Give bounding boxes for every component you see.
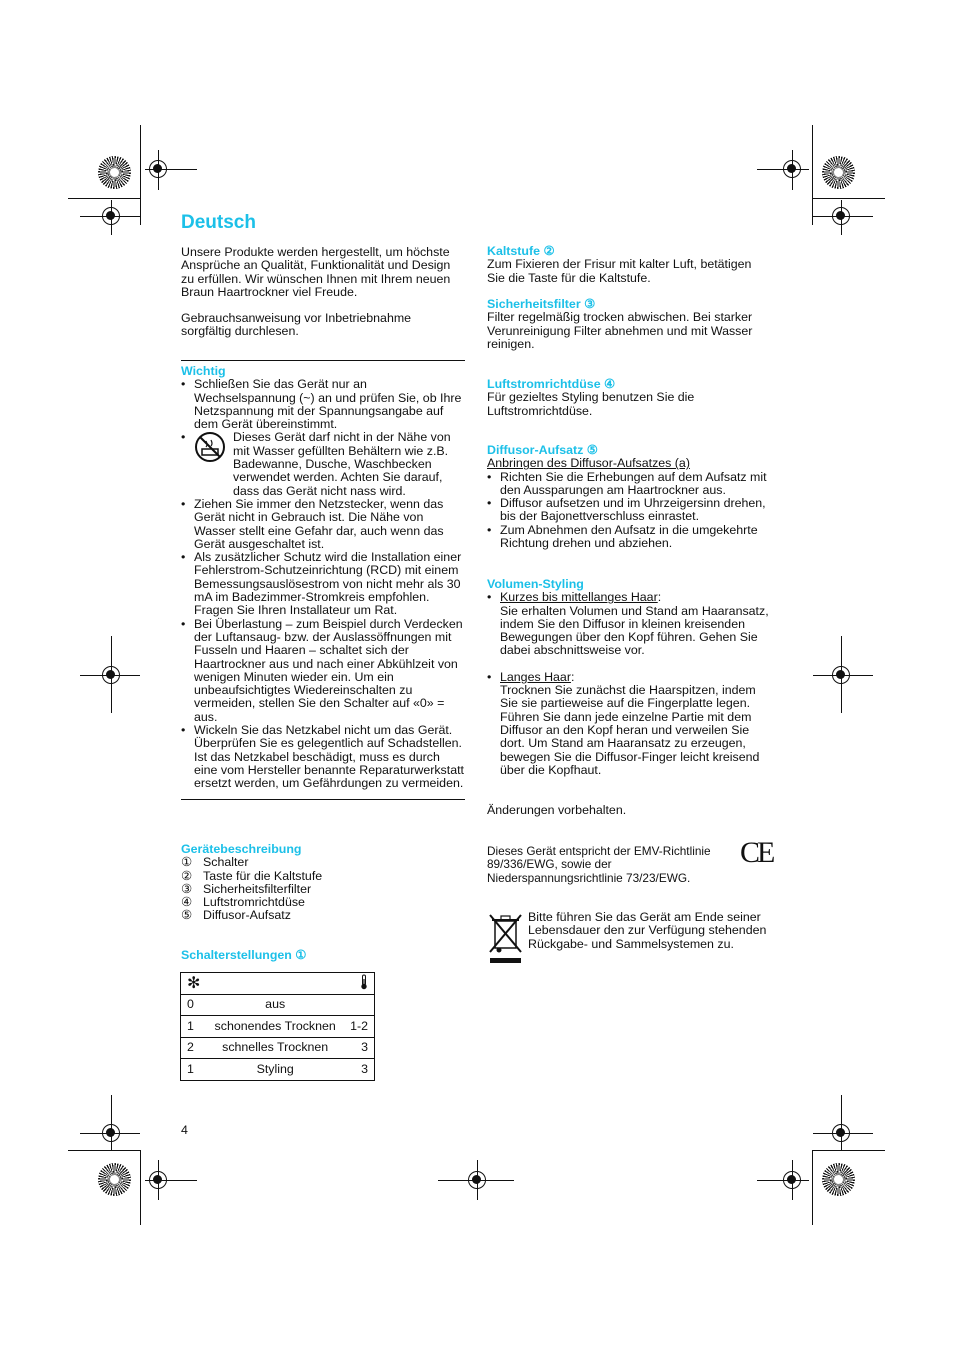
- table-row: [181, 1037, 375, 1059]
- kaltstufe-text: Zum Fixieren der Frisur mit kalter Luft, betätigen Sie die Taste für die Kaltstufe.: [487, 257, 752, 285]
- section-divider: [181, 799, 465, 800]
- list-item: [181, 724, 465, 790]
- crop-mark: [813, 198, 885, 199]
- fan-icon: ✻: [187, 974, 201, 992]
- table-header-row: [181, 973, 375, 995]
- crossed-bin-icon: [488, 912, 523, 964]
- registration-mark-icon: [149, 160, 167, 178]
- geraete-section: [181, 843, 465, 923]
- intro-paragraph: Gebrauchsanweisung vor Inbetriebnahme sorgfältig durchlesen.: [181, 311, 412, 339]
- list-item-text: Richten Sie die Erhebungen auf dem Aufsatz mit den Aussparungen am Haartrockner aus.: [500, 469, 767, 497]
- crop-mark: [140, 1150, 141, 1225]
- list-item: [181, 883, 465, 896]
- crop-mark: [68, 198, 140, 199]
- crop-mark: [68, 1150, 140, 1151]
- diffusor-heading: Diffusor-Aufsatz ⑤: [487, 443, 598, 457]
- list-item-text: Ziehen Sie immer den Netzstecker, wenn das Gerät nicht in Gebrauch ist. Die Nähe von Wasser stellt eine Gefahr dar, auch wenn das Gerät ausgeschaltet ist.: [194, 496, 444, 551]
- item-label: Luftstromrichtdüse: [203, 895, 305, 910]
- kaltstufe-heading: Kaltstufe ②: [487, 244, 555, 258]
- wichtig-section: [181, 365, 465, 791]
- list-item-text: Trocknen Sie zunächst die Haarspitzen, indem Sie sie partieweise auf die Fingerplatte legen. Führen Sie dann jede einzelne Partie mit dem Diffusor an den Kopf heran und verweilen Sie dort. Um Stand am Haaransatz zu erzeugen, bewegen Sie die Diffusor-Finger leicht kreisend über die Kopfhaut.: [500, 683, 760, 777]
- registration-mark-icon: [468, 1171, 486, 1189]
- page-number: 4: [181, 1123, 188, 1137]
- intro-paragraph: Unsere Produkte werden hergestellt, um höchste Ansprüche an Qualität, Funktionalität und Design zu erfüllen. Wir wünschen Ihnen mit Ihrem neuen Braun Haartrockner viel Freude.: [181, 245, 451, 299]
- registration-mark-icon: [783, 160, 801, 178]
- table-cell: 2: [181, 1037, 208, 1059]
- crop-mark: [140, 125, 141, 225]
- table-cell: 0: [181, 994, 208, 1016]
- registration-mark-icon: [102, 666, 120, 684]
- duese-heading: Luftstromrichtdüse ④: [487, 377, 616, 391]
- wichtig-heading: Wichtig: [181, 364, 226, 378]
- list-item: [181, 870, 465, 883]
- item-label: Diffusor-Aufsatz: [203, 908, 291, 923]
- entsorgung-text: Bitte führen Sie das Gerät am Ende seiner Lebensdauer den zur Verfügung stehenden Rückgabe- und Sammelsystemen zu.: [528, 910, 767, 951]
- list-item: [181, 909, 465, 922]
- registration-mark-icon: [832, 1124, 850, 1142]
- thermometer-icon: [343, 973, 374, 995]
- table-row: [181, 1059, 375, 1081]
- list-item: [487, 524, 772, 551]
- registration-mark-icon: [102, 207, 120, 225]
- list-item: [181, 431, 465, 497]
- switch-settings-table: [180, 972, 375, 1081]
- diffusor-section: [487, 444, 772, 550]
- table-cell: 3: [343, 1059, 374, 1081]
- list-item: [181, 896, 465, 909]
- page-title: Deutsch: [181, 212, 256, 233]
- item-label: Schalter: [203, 855, 249, 870]
- crop-mark: [812, 1150, 813, 1225]
- table-cell: 1: [181, 1016, 208, 1038]
- list-item-text: Als zusätzlicher Schutz wird die Installation einer Fehlerstrom-Schutzeinrichtung (RCD) mit einem Bemessungsauslösestrom von nicht mehr als 30 mA im Badezimmer-Stromkreis empfohlen. Fragen Sie Ihren Installateur um Rat.: [194, 550, 462, 618]
- list-item-text: Bei Überlastung – zum Beispiel durch Verdecken der Luftansaug- bzw. der Auslassöffnungen mit Fusseln und Haaren – schaltet sich der Haartrockner aus und nach einer Abkühlzeit von wenigen Minuten wieder ein. Um ein unbeaufsichtigtes Wiedereinschalten zu vermeiden, stellen Sie den Schalter auf «0» = aus.: [194, 616, 463, 724]
- table-cell: schonendes Trocknen: [207, 1016, 343, 1038]
- registration-mark-icon: [832, 666, 850, 684]
- table-row: [181, 1016, 375, 1038]
- item-number: ④: [181, 895, 193, 910]
- registration-rosette-icon: [822, 156, 855, 189]
- item-label: Sicherheitsfilterfilter: [203, 881, 312, 896]
- registration-rosette-icon: [98, 1163, 131, 1196]
- geraete-heading: Gerätebeschreibung: [181, 842, 302, 856]
- list-item: [487, 471, 772, 498]
- filter-text: Filter regelmäßig trocken abwischen. Bei starker Verunreinigung Filter abnehmen und mit Wasser reinigen.: [487, 310, 753, 351]
- list-item: • Kurzes bis mittellanges Haar: Sie erhalten Volumen und Stand am Haaransatz, indem Sie den Diffusor in kleinen kreisenden Bewegungen über den Kopf führen. Gehen Sie dabei abschnittsweise vor.: [487, 591, 772, 657]
- item-label: Taste für die Kaltstufe: [203, 868, 323, 883]
- registration-rosette-icon: [822, 1163, 855, 1196]
- table-cell: Styling: [207, 1059, 343, 1081]
- list-item: [487, 497, 772, 524]
- list-item-text: Dieses Gerät darf nicht in der Nähe von mit Wasser gefüllten Behältern wie z.B. Badewanne, Dusche, Waschbecken verwendet werden. Achten Sie darauf, dass das Gerät nicht nass wird.: [233, 430, 451, 498]
- item-number: ⑤: [181, 908, 193, 923]
- list-item-label: Kurzes bis mittellanges Haar: [500, 590, 658, 605]
- registration-mark-icon: [149, 1171, 167, 1189]
- list-item: [181, 551, 465, 617]
- schalter-heading: Schalterstellungen ①: [181, 948, 307, 962]
- table-cell: 1: [181, 1059, 208, 1081]
- item-number: ③: [181, 881, 193, 896]
- ce-mark-icon: CE: [740, 836, 773, 869]
- table-row: [181, 994, 375, 1016]
- list-item-text: Zum Abnehmen den Aufsatz in die umgekehrte Richtung drehen und abziehen.: [500, 522, 758, 551]
- registration-mark-icon: [832, 207, 850, 225]
- section-divider: [181, 360, 465, 361]
- duese-text: Für gezieltes Styling benutzen Sie die Luftstromrichtdüse.: [487, 390, 695, 418]
- duese-section: [487, 378, 772, 418]
- table-cell: 3: [343, 1037, 374, 1059]
- item-number: ①: [181, 855, 193, 870]
- filter-section: [487, 298, 772, 351]
- item-number: ②: [181, 868, 193, 883]
- emv-text: Dieses Gerät entspricht der EMV-Richtlinie 89/336/EWG, sowie der Niederspannungsrichtlinie 73/23/EWG.: [487, 844, 711, 885]
- list-item-text: Sie erhalten Volumen und Stand am Haaransatz, indem Sie den Diffusor in kleinen kreisenden Bewegungen über den Kopf führen. Gehen Sie dabei abschnittsweise vor.: [500, 603, 769, 658]
- no-water-icon: [194, 431, 226, 463]
- table-cell: aus: [207, 994, 343, 1016]
- list-item-label: Langes Haar: [500, 669, 571, 684]
- filter-heading: Sicherheitsfilter ③: [487, 297, 596, 311]
- registration-mark-icon: [783, 1171, 801, 1189]
- volumen-heading: Volumen-Styling: [487, 577, 584, 591]
- list-item: [181, 378, 465, 431]
- list-item-text: Diffusor aufsetzen und im Uhrzeigersinn drehen, bis der Bajonettverschluss einrastet.: [500, 496, 766, 524]
- list-item: [181, 618, 465, 724]
- crop-mark: [813, 1150, 885, 1151]
- left-intro: [181, 246, 461, 339]
- list-item: [181, 856, 465, 869]
- registration-mark-icon: [102, 1124, 120, 1142]
- list-item-text: Schließen Sie das Gerät nur an Wechselspannung (~) an und prüfen Sie, ob Ihre Netzspannung mit der Spannungsangabe auf dem Gerät übereinstimmt.: [194, 377, 462, 432]
- table-cell: 1-2: [343, 1016, 374, 1038]
- crop-mark: [812, 125, 813, 225]
- diffusor-subheading: Anbringen des Diffusor-Aufsatzes (a): [487, 456, 690, 471]
- table-cell: schnelles Trocknen: [207, 1037, 343, 1059]
- table-cell: [207, 973, 343, 995]
- list-item: • Langes Haar: Trocknen Sie zunächst die Haarspitzen, indem Sie sie partieweise auf die Fingerplatte legen. Führen Sie dann jede einzelne Partie mit dem Diffusor an den Kopf heran und verweilen Sie dort. Um Stand am Haaransatz zu erzeugen, bewegen Sie die Diffusor-Finger leicht kreisend über die Kopfhaut.: [487, 671, 772, 777]
- list-item: [181, 498, 465, 551]
- registration-rosette-icon: [98, 156, 131, 189]
- kaltstufe-section: [487, 245, 772, 285]
- aenderungen-text: Änderungen vorbehalten.: [487, 803, 627, 817]
- table-cell: [343, 994, 374, 1016]
- list-item-text: Wickeln Sie das Netzkabel nicht um das Gerät. Überprüfen Sie es gelegentlich auf Schadstellen. Ist das Netzkabel beschädigt, muss es durch eine vom Hersteller benannte Reparaturwerkstatt ersetzt werden, um Gefährdungen zu vermeiden.: [194, 723, 464, 791]
- volumen-section: [487, 578, 772, 777]
